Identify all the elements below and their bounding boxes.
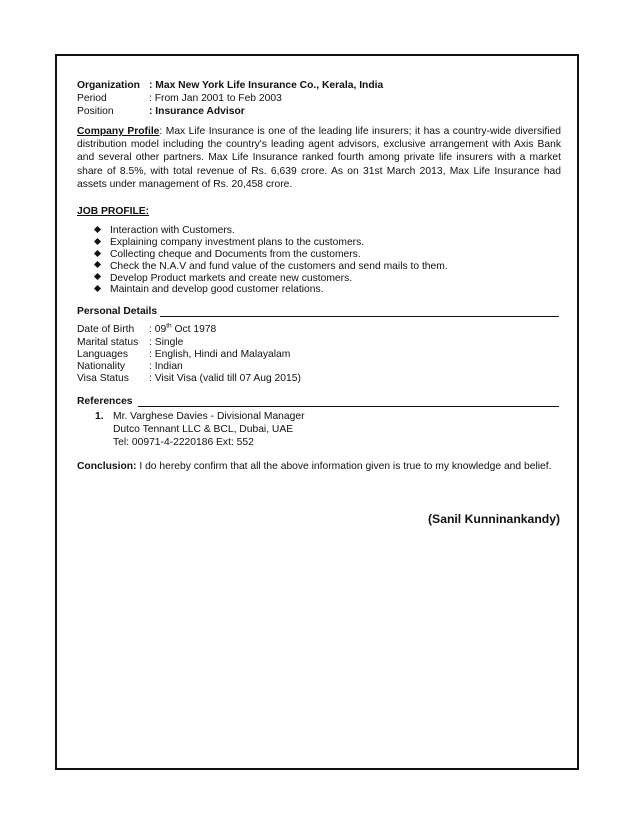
list-item: Collecting cheque and Documents from the customers. [95, 249, 448, 261]
position-label: Position [77, 106, 114, 117]
period-value: : From Jan 2001 to Feb 2003 [149, 93, 282, 104]
company-profile-heading: Company Profile [77, 126, 160, 137]
period-row [77, 92, 282, 105]
reference-line-2: Dutco Tennant LLC & BCL, Dubai, UAE [113, 424, 294, 435]
dob-value: : 09th Oct 1978 [149, 322, 217, 335]
section-divider [160, 316, 559, 317]
conclusion-label: Conclusion: [77, 461, 137, 472]
list-item: Check the N.A.V and fund value of the customers and send mails to them. [95, 261, 448, 273]
diamond-bullet-icon [94, 261, 101, 268]
job-profile-list [95, 225, 448, 296]
languages-value: : English, Hindi and Malayalam [149, 349, 291, 360]
dob-label: Date of Birth [77, 324, 135, 335]
position-row [77, 105, 245, 118]
dob-row [77, 323, 216, 336]
job-profile-heading: JOB PROFILE: [77, 206, 150, 217]
reference-line-1: Mr. Varghese Davies - Divisional Manager [113, 411, 305, 422]
languages-label: Languages [77, 349, 128, 360]
company-profile-text: : Max Life Insurance is one of the leading life insurers; it has a country-wide diversified distribution model including the country's leading agent advisors, exclusive arrangement with Axis Bank and several other partners. Max Life Insurance ranked fourth among private life insurers with a market share of 8.5%, with total revenue of Rs. 6,639 crore. As on 31st March 2013, Max Life Insurance had assets under management of Rs. 20,458 crore. [77, 126, 561, 190]
diamond-bullet-icon [94, 238, 101, 245]
signature-name: (Sanil Kunninankandy) [428, 512, 561, 526]
visa-row [77, 372, 301, 385]
diamond-bullet-icon [94, 250, 101, 257]
list-item: Explaining company investment plans to the customers. [95, 237, 448, 249]
list-item: Interaction with Customers. [95, 225, 448, 237]
diamond-bullet-icon [94, 285, 101, 292]
references-heading: References [77, 396, 133, 407]
organization-value: : Max New York Life Insurance Co., Kerala, India [149, 80, 384, 91]
diamond-bullet-icon [94, 226, 101, 233]
period-label: Period [77, 93, 107, 104]
diamond-bullet-icon [94, 273, 101, 280]
reference-line-3: Tel: 00971-4-2220186 Ext: 552 [113, 437, 254, 448]
visa-label: Visa Status [77, 373, 129, 384]
nationality-value: : Indian [149, 361, 183, 372]
marital-value: : Single [149, 337, 184, 348]
organization-label: Organization [77, 80, 140, 91]
position-value: : Insurance Advisor [149, 106, 245, 117]
company-profile-paragraph [77, 125, 561, 191]
list-item: Maintain and develop good customer relations. [95, 284, 448, 296]
conclusion-paragraph [77, 461, 551, 472]
section-divider [138, 406, 559, 407]
organization-row [77, 79, 383, 92]
reference-number: 1. [95, 411, 104, 422]
list-item: Develop Product markets and create new customers. [95, 273, 448, 285]
marital-label: Marital status [77, 337, 139, 348]
conclusion-text: I do hereby confirm that all the above information given is true to my knowledge and belief. [136, 461, 552, 472]
personal-details-heading: Personal Details [77, 306, 158, 317]
visa-value: : Visit Visa (valid till 07 Aug 2015) [149, 373, 301, 384]
nationality-label: Nationality [77, 361, 126, 372]
